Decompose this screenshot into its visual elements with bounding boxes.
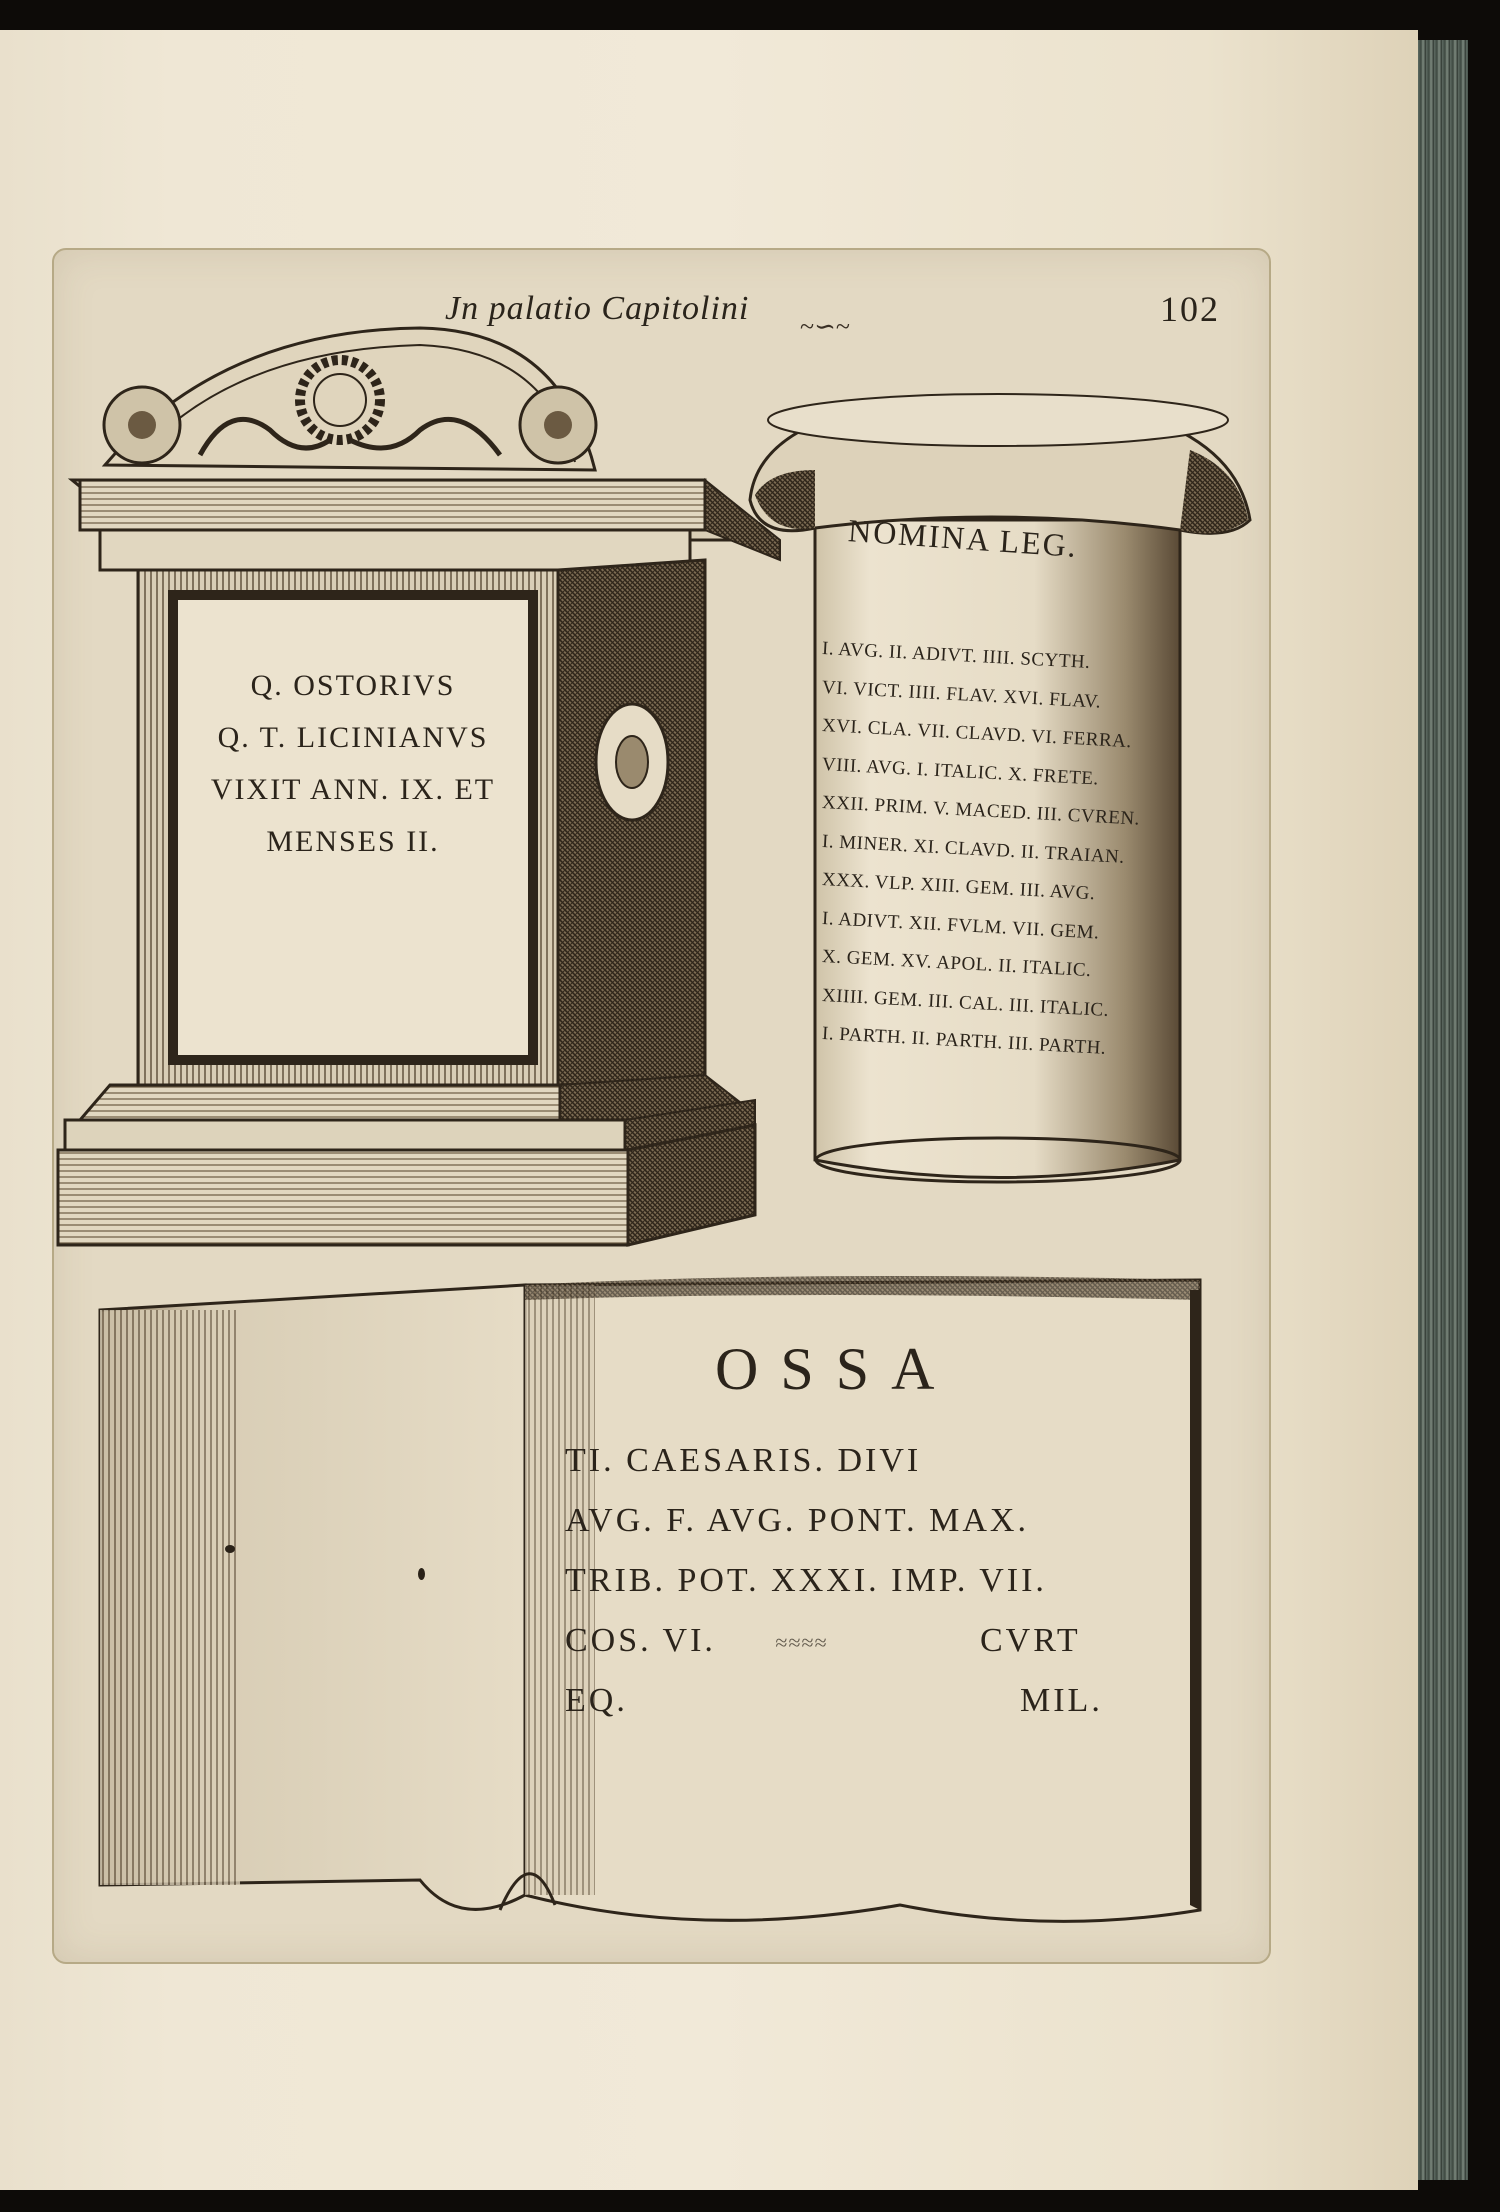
column-line: XXX. VLP. XIII. GEM. III. AVG. (821, 869, 1096, 905)
block-line-4-right: CVRT (980, 1622, 1081, 1659)
caption-ornament: ~∽~ (800, 312, 850, 341)
block-line-3: TRIB. POT. XXXI. IMP. VII. (565, 1562, 1047, 1599)
column-line: XXII. PRIM. V. MACED. III. CVREN. (821, 792, 1141, 830)
ink-spot (225, 1545, 235, 1553)
column-line: VIII. AVG. I. ITALIC. X. FRETE. (821, 753, 1100, 789)
page-number: 102 (1160, 289, 1220, 329)
column-title: NOMINA LEG. (847, 512, 1079, 564)
block-inscription (565, 1442, 1165, 1742)
plate-caption: Jn palatio Capitolini (445, 290, 750, 327)
erased-text-mark: ≈≈≈≈ (775, 1630, 828, 1655)
block-line-1: TI. CAESARIS. DIVI (565, 1442, 922, 1479)
block-title: OSSA (715, 1336, 957, 1402)
column-line: X. GEM. XV. APOL. II. ITALIC. (821, 946, 1092, 982)
altar-line-3: VIXIT ANN. IX. ET (210, 773, 496, 806)
altar-line-4: MENSES II. (266, 825, 440, 858)
column-line: XIIII. GEM. III. CAL. III. ITALIC. (821, 984, 1110, 1021)
column-line: I. MINER. XI. CLAVD. II. TRAIAN. (821, 830, 1126, 868)
altar-line-1: Q. OSTORIVS (250, 669, 456, 702)
block-line-5-right: MIL. (1020, 1682, 1103, 1719)
column-line: VI. VICT. IIII. FLAV. XVI. FLAV. (821, 676, 1102, 713)
altar-inscription (178, 660, 528, 868)
column-line: I. PARTH. II. PARTH. III. PARTH. (821, 1023, 1107, 1059)
column-inscription (821, 630, 1192, 1059)
block-line-2: AVG. F. AVG. PONT. MAX. (565, 1502, 1029, 1539)
column-line: I. ADIVT. XII. FVLM. VII. GEM. (821, 907, 1100, 944)
altar-line-2: Q. T. LICINIANVS (217, 721, 489, 754)
block-line-4-left: COS. VI. (565, 1622, 716, 1659)
column-line: I. AVG. II. ADIVT. IIII. SCYTH. (821, 638, 1091, 674)
ink-spot (418, 1568, 425, 1580)
block-line-5-left: EQ. (565, 1682, 628, 1719)
column-line: XVI. CLA. VII. CLAVD. VI. FERRA. (821, 715, 1133, 753)
